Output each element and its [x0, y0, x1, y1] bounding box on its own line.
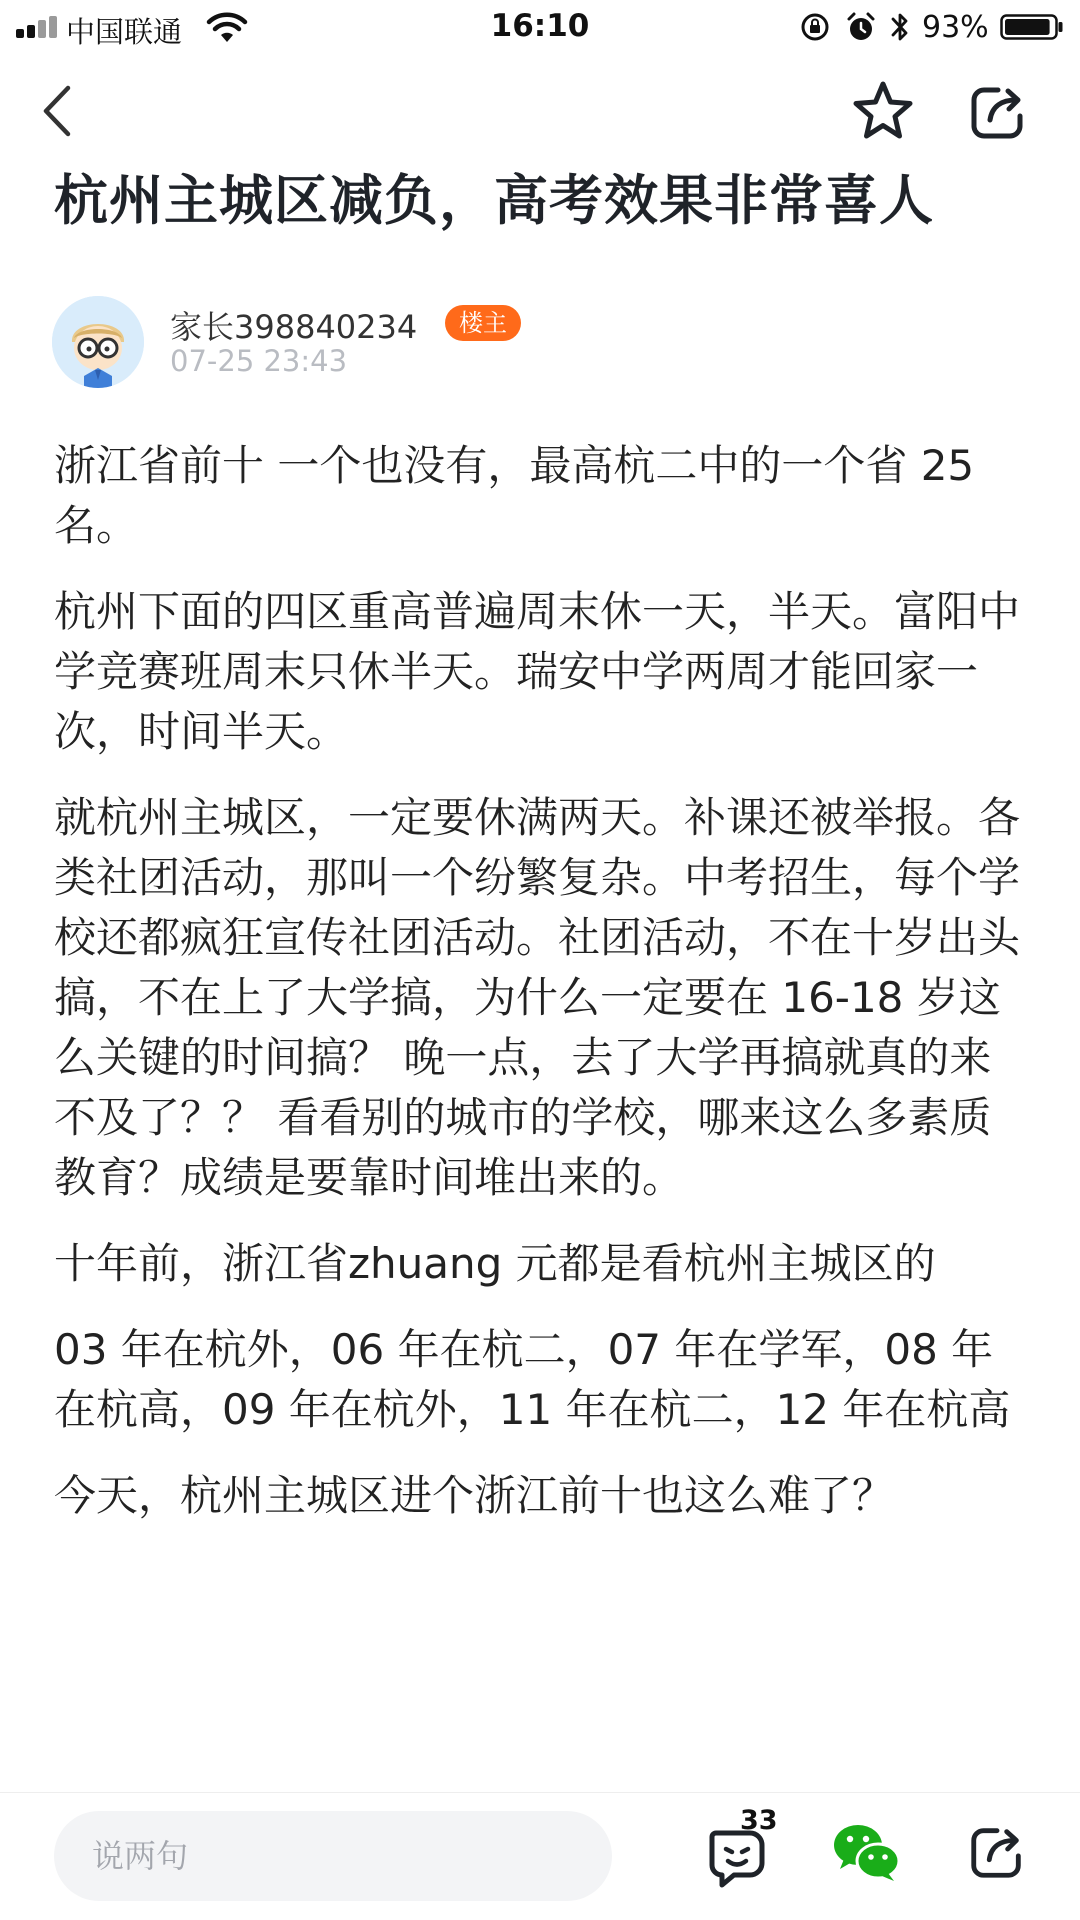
owner-badge: 楼主	[445, 305, 521, 341]
post-paragraph: 浙江省前十 一个也没有，最高杭二中的一个省 25 名。	[54, 441, 975, 550]
bottom-share-button[interactable]	[966, 1821, 1028, 1883]
wechat-share-button[interactable]	[830, 1819, 902, 1885]
post-paragraph: 十年前，浙江省zhuang 元都是看杭州主城区的	[54, 1239, 936, 1288]
post-paragraph: 就杭州主城区，一定要休满两天。补课还被举报。各类社团活动，那叫一个纷繁复杂。中考招生，每个学校还都疯狂宣传社团活动。社团活动，不在十岁出头搞，不在上了大学搞，为什么一定要在 16-18 岁这么关键的时间搞？ 晚一点，去了大学再搞就真的来不及了？？ 看看别的城市的学校，哪来这么多素质教育？成绩是要靠时间堆出来的。	[54, 793, 1021, 1202]
back-button[interactable]	[34, 78, 78, 144]
favorite-button[interactable]	[850, 78, 916, 144]
carrier-label: 中国联通	[66, 15, 183, 49]
avatar-illustration	[52, 296, 144, 388]
bottom-action-bar	[0, 1792, 1080, 1920]
comment-count: 33	[740, 1805, 778, 1836]
battery-percent: 93%	[922, 10, 989, 45]
bluetooth-icon	[888, 10, 912, 44]
avatar[interactable]	[52, 296, 144, 388]
share-button[interactable]	[966, 80, 1030, 144]
comment-face-icon	[712, 1833, 762, 1885]
status-time: 16:10	[490, 8, 590, 44]
post-title: 杭州主城区减负，高考效果非常喜人	[54, 169, 934, 232]
wechat-icon	[834, 1825, 899, 1881]
author-name[interactable]: 家长398840234	[170, 308, 418, 346]
rotation-lock-icon	[800, 12, 830, 42]
share-icon	[974, 1831, 1019, 1876]
post-paragraph: 今天，杭州主城区进个浙江前十也这么难了？	[54, 1471, 895, 1520]
post-paragraph: 03 年在杭外，06 年在杭二，07 年在学军，08 年在杭高，09 年在杭外，11 年在杭二，12 年在杭高	[54, 1325, 1011, 1434]
status-bar	[0, 0, 1080, 56]
comment-input[interactable]	[54, 1811, 612, 1901]
alarm-icon	[845, 11, 877, 43]
battery-icon	[1000, 14, 1064, 40]
star-icon	[856, 84, 910, 136]
post-timestamp: 07-25 23:43	[170, 344, 348, 378]
post-body	[54, 436, 1026, 1552]
share-icon	[974, 90, 1020, 136]
post-paragraph: 杭州下面的四区重高普遍周末休一天，半天。富阳中学竞赛班周末只休半天。瑞安中学两周才能回家一次，时间半天。	[54, 587, 1021, 756]
chevron-left-icon	[46, 88, 68, 134]
